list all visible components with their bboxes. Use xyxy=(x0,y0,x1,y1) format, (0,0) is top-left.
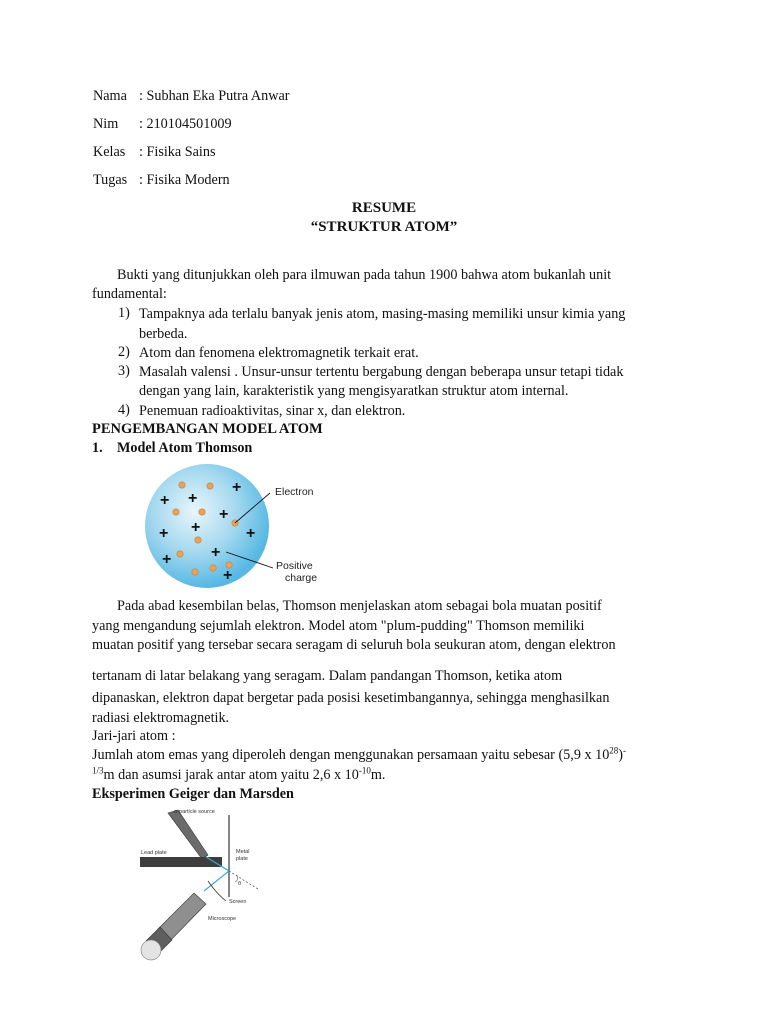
svg-text:+: + xyxy=(246,525,256,542)
intro-line-1: Bukti yang ditunjukkan oleh para ilmuwan pada tahun 1900 bahwa atom bukanlah unit xyxy=(117,267,612,283)
thomson-line-1: Pada abad kesembilan belas, Thomson menjelaskan atom sebagai bola muatan positif xyxy=(117,598,602,614)
svg-text:+: + xyxy=(211,544,221,561)
screen xyxy=(208,881,226,901)
list-num-1: 1) xyxy=(118,305,130,321)
charge-label: charge xyxy=(285,572,318,584)
list-item-1-line-1: Tampaknya ada terlalu banyak jenis atom, masing-masing memiliki unsur kimia yang xyxy=(139,306,626,322)
source-label: α-particle source xyxy=(174,809,215,815)
svg-text:+: + xyxy=(219,506,229,523)
experiment-heading: Eksperimen Geiger dan Marsden xyxy=(92,786,294,802)
metal-label-2: plate xyxy=(236,856,248,862)
task-value: : Fisika Modern xyxy=(139,172,230,188)
nim-label: Nim xyxy=(93,116,119,132)
list-item-2-line-1: Atom dan fenomena elektromagnetik terkait erat. xyxy=(139,345,419,361)
subheading-number: 1. xyxy=(92,440,103,456)
list-item-3-line-1: Masalah valensi . Unsur-unsur tertentu bergabung dengan beberapa unsur tetapi tidak xyxy=(139,364,624,380)
thomson-line-2: yang mengandung sejumlah elektron. Model atom "plum-pudding" Thomson memiliki xyxy=(92,618,585,634)
subheading-title: Model Atom Thomson xyxy=(117,440,253,456)
doc-subtitle: “STRUKTUR ATOM” xyxy=(310,219,458,235)
svg-text:+: + xyxy=(223,567,233,584)
electron-label: Electron xyxy=(275,486,314,498)
thomson-line-3: muatan positif yang tersebar secara seragam di seluruh bola seukuran atom, dengan elektron xyxy=(92,637,616,653)
radius-line-1: Jumlah atom emas yang diperoleh dengan menggunakan persamaan yaitu sebesar (5,9 x $10^{28})^-$ xyxy=(92,745,627,763)
list-num-2: 2) xyxy=(118,344,130,360)
svg-text:+: + xyxy=(159,525,169,542)
thomson-line-6: radiasi elektromagnetik. xyxy=(92,710,230,726)
positive-label: Positive xyxy=(276,560,313,572)
lead-label: Lead plate xyxy=(141,850,167,856)
section-heading: PENGEMBANGAN MODEL ATOM xyxy=(92,421,323,437)
list-num-3: 3) xyxy=(118,363,130,379)
radius-heading: Jari-jari atom : xyxy=(92,728,176,744)
name-value: : Subhan Eka Putra Anwar xyxy=(139,88,290,104)
list-item-4-line-1: Penemuan radioaktivitas, sinar x, dan elektron. xyxy=(139,403,406,419)
class-value: : Fisika Sains xyxy=(139,144,216,160)
svg-text:+: + xyxy=(232,479,242,496)
radius-line-2: $^{1/3}$m dan asumsi jarak antar atom yaitu 2,6 x $10^{-10}m$. xyxy=(92,765,386,783)
thomson-atom-figure xyxy=(140,460,330,590)
thomson-line-5: dipanaskan, elektron dapat bergetar pada posisi kesetimbangannya, sehingga menghasilkan xyxy=(92,690,610,706)
task-label: Tugas xyxy=(93,172,128,188)
list-num-4: 4) xyxy=(118,402,130,418)
svg-text:+: + xyxy=(160,492,170,509)
svg-text:+: + xyxy=(191,519,201,536)
theta-label: θ xyxy=(238,881,242,887)
nim-value: : 210104501009 xyxy=(139,116,232,132)
metal-label-1: Metal xyxy=(236,849,250,855)
microscope-label: Microscope xyxy=(208,916,237,922)
thomson-line-4: tertanam di latar belakang yang seragam. Dalam pandangan Thomson, ketika atom xyxy=(92,668,563,684)
svg-text:+: + xyxy=(162,551,172,568)
intro-line-2: fundamental: xyxy=(92,286,167,302)
screen-label: Screen xyxy=(229,899,247,905)
geiger-marsden-figure xyxy=(136,805,270,970)
list-item-3-line-2: dengan yang lain, karakteristik yang mengisyaratkan struktur atom internal. xyxy=(139,383,569,399)
alpha-source xyxy=(168,810,208,859)
lead-plate xyxy=(140,857,222,867)
doc-title: RESUME xyxy=(351,200,417,216)
list-item-1-line-2: berbeda. xyxy=(139,326,188,342)
svg-text:+: + xyxy=(188,490,198,507)
name-label: Nama xyxy=(93,88,127,104)
class-label: Kelas xyxy=(93,144,126,160)
